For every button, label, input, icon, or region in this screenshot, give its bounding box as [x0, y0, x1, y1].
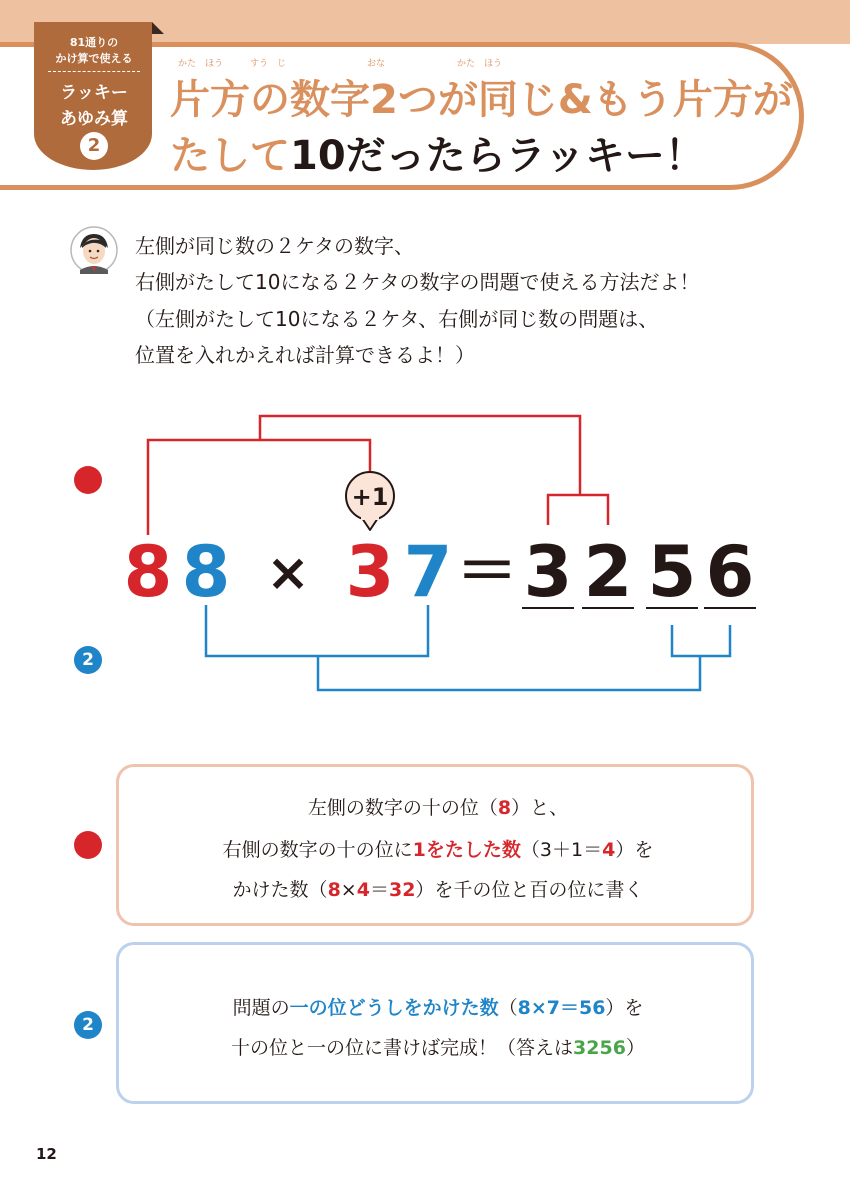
step1-line3: [119, 875, 757, 902]
step2-text: 問題の: [232, 997, 290, 1019]
step2-highlight: 8×7＝56: [517, 997, 606, 1019]
page-title-line2: [170, 124, 705, 181]
title-part-a: たして: [170, 133, 290, 179]
equals-sign: ＝: [455, 534, 519, 607]
plus-one-label: +1: [351, 483, 389, 511]
series-badge: [34, 22, 164, 170]
left-ones-digit: 8: [181, 531, 231, 613]
right-ones-digit: 7: [403, 531, 453, 613]
times-sign: ×: [266, 543, 310, 603]
intro-line1: 左側が同じ数の２ケタの数字、: [135, 234, 414, 258]
badge-line2: ラッキー: [60, 83, 128, 103]
step1-highlight: 4: [356, 879, 370, 901]
plus-one-bubble: [346, 472, 394, 530]
title-part-b: 10: [290, 133, 346, 179]
step1-highlight: 8: [327, 879, 341, 901]
badge-divider: [48, 71, 140, 72]
intro-line4: 位置を入れかえれば計算できるよ！）: [135, 343, 475, 367]
answer-digit-thousands: 3: [523, 531, 573, 613]
diagram-marker-2: 2: [74, 646, 102, 674]
step1-line1: [119, 793, 757, 820]
step2-line2: [119, 1033, 757, 1060]
answer-digit-hundreds: 2: [583, 531, 633, 613]
step1-marker: 1: [74, 831, 102, 859]
step1-text: 右側の数字の十の位に: [222, 839, 413, 861]
step1-text: ）と、: [511, 797, 569, 819]
badge-line1: 81通りの: [69, 36, 119, 49]
badge-number: 2: [80, 132, 108, 160]
step1-highlight: 32: [388, 879, 416, 901]
step2-text: ）: [625, 1037, 645, 1059]
page-title-line1: 片方の数字2つが同じ&もう片方が: [170, 77, 793, 123]
blue-bracket-lines: [206, 605, 730, 690]
step2-text: 十の位と一の位に書けば完成！（答えは: [231, 1037, 574, 1059]
badge-line3: あゆみ算: [60, 109, 128, 129]
step2-marker: 2: [74, 1011, 102, 1039]
step1-text: ）を: [615, 839, 654, 861]
step2-line1: [119, 993, 757, 1020]
step2-answer-highlight: 3256: [573, 1037, 626, 1059]
calculation-diagram: [0, 400, 850, 700]
step2-highlight: 一の位どうしをかけた数: [289, 997, 499, 1019]
step1-highlight: 8: [497, 797, 512, 819]
teacher-avatar-icon: [70, 226, 118, 274]
intro-line2: 右側がたして10になる２ケタの数字の問題で使える方法だよ！: [135, 270, 700, 294]
step1-text: ＝: [369, 879, 389, 901]
step1-box: [116, 764, 754, 926]
step1-text: 左側の数字の十の位（: [307, 797, 498, 819]
page-number: 12: [36, 1145, 57, 1163]
right-tens-digit: 3: [345, 531, 395, 613]
intro-line3: （左側がたして10になる２ケタ、右側が同じ数の問題は、: [135, 307, 659, 331]
step1-text: ×: [340, 879, 357, 901]
diagram-marker-1: 1: [74, 466, 102, 494]
step1-line2: [119, 835, 757, 862]
answer-digit-ones: 6: [705, 531, 755, 613]
step2-text: ）を: [605, 997, 644, 1019]
badge-line1b: かけ算で使える: [55, 52, 133, 65]
step1-highlight: 4: [602, 839, 616, 861]
step2-text: （: [498, 997, 518, 1019]
step1-text: かけた数（: [232, 879, 328, 901]
left-tens-digit: 8: [123, 531, 173, 613]
step1-highlight: 1をたした数: [412, 839, 521, 861]
step1-text: （3＋1＝: [520, 839, 603, 861]
step2-box: [116, 942, 754, 1104]
answer-digit-tens: 5: [647, 531, 697, 613]
title-part-c: だったらラッキー！: [345, 133, 705, 179]
step1-text: ）を千の位と百の位に書く: [415, 879, 644, 901]
title-ruby: かた ほう すう じ おな かた ほう: [178, 59, 503, 69]
